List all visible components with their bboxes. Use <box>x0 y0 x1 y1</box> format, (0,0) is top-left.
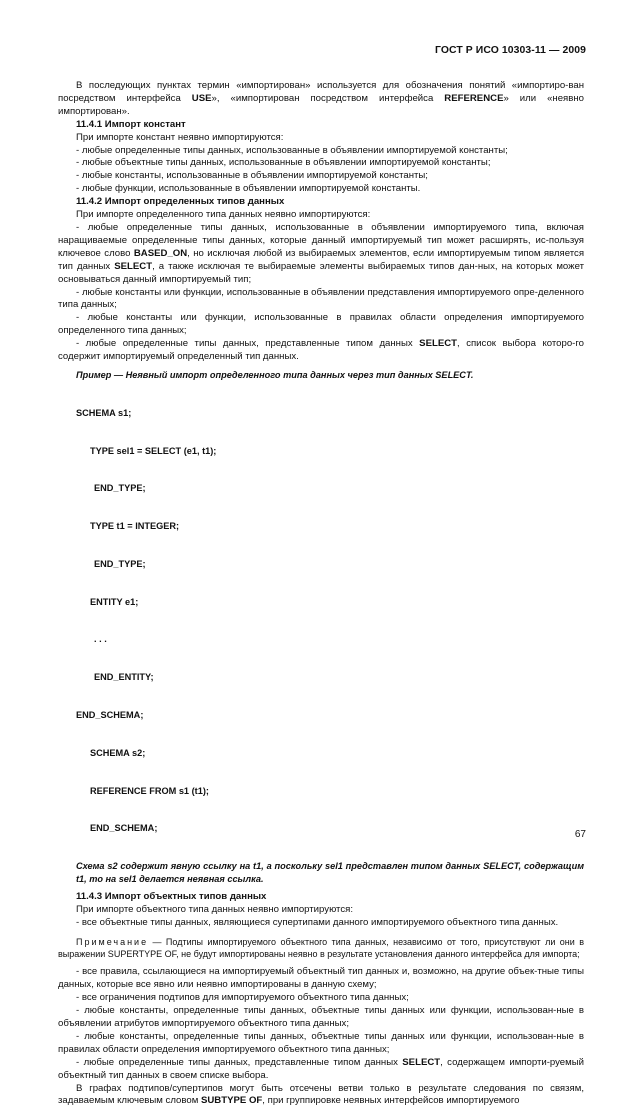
list-item: - любые константы или функции, использованные в объявлении представления импортируемого опре-деленного типа данных; <box>58 286 584 311</box>
code-line: REFERENCE FROM s1 (t1); <box>90 785 209 796</box>
list-item: - любые константы или функции, использованные в правилах области определения импортируемого определенного типа данных; <box>58 312 584 337</box>
paragraph: При импорте объектного типа данных неявно импортируются: <box>76 904 353 916</box>
list-item: - любые определенные типы данных, использованные в объявлении импортируемого типа, включая наращиваемые определенные типы данных, которые данный импортируемый тип может расширять, ис-пользуя ключевое слово BASED_ON, но исключая любой из выбираемых элементов, если импортируемым типом является тип данных SELECT, а также исключая те выбираемые элементы выбираемых типов дан-ных, на которых может основываться данный импортируемый тип; <box>58 221 585 285</box>
code-line: SCHEMA s2; <box>90 747 146 758</box>
code-line: TYPE sel1 = SELECT (e1, t1); <box>90 445 217 456</box>
paragraph: В графах подтипов/супертипов могут быть отсечены ветви только в результате следования по связям, задаваемым ключевым словом SUBTYPE OF, при группировке неявных интерфейсов импортируемого <box>58 1082 584 1107</box>
note-paragraph: Примечание — Подтипы импортируемого объектного типа данных, независимо от того, присутствуют ли они в выражении SUPERTYPE OF, не будут импортированы неявно в результате установления данного интерфейса для импорта; <box>58 937 584 960</box>
list-item: - любые функции, использованные в объявлении импортируемой константы. <box>76 183 421 195</box>
list-item: - любые константы, определенные типы данных, объектные типы данных или функции, использован-ные в объявлении атрибутов импортируемого объектного типа данных; <box>58 1005 584 1030</box>
list-item: - все объектные типы данных, являющиеся супертипами данного импортируемого объектного типа данных. <box>76 917 559 929</box>
code-line: END_ENTITY; <box>94 672 154 683</box>
list-item: - любые константы, использованные в объявлении импортируемой константы; <box>76 170 428 182</box>
code-line: END_TYPE; <box>94 483 146 494</box>
list-item: - любые определенные типы данных, представленные типом данных SELECT, список выбора которо-го содержит импортируемый определенный тип данных. <box>58 338 584 363</box>
code-line: . . . <box>94 634 107 645</box>
code-line: ENTITY e1; <box>90 596 139 607</box>
document-body <box>58 80 584 1108</box>
list-item: - любые объектные типы данных, использованные в объявлении импортируемой константы; <box>76 157 491 169</box>
list-item: - любые определенные типы данных, представленные типом данных SELECT, содержащем импорти-руемый объектный тип данных в своем списке выбора. <box>58 1056 584 1081</box>
example-caption: Пример — Неявный импорт определенного типа данных через тип данных SELECT. <box>76 369 474 380</box>
paragraph: При импорте констант неявно импортируются: <box>76 131 284 143</box>
code-line: TYPE t1 = INTEGER; <box>90 521 180 532</box>
note-label: Примечание <box>76 937 149 947</box>
section-heading-11-4-3: 11.4.3 Импорт объектных типов данных <box>76 891 267 903</box>
example-code <box>58 382 584 861</box>
code-line: SCHEMA s1; <box>76 407 132 418</box>
code-line: END_SCHEMA; <box>90 823 158 834</box>
code-line: END_TYPE; <box>94 558 146 569</box>
intro-paragraph: В последующих пунктах термин «импортирован» используется для обозначения понятий «импортиро-ван посредством интерфейса USE», «импортирован посредством интерфейса REFERENCE» или «неявно импортирован». <box>58 80 584 117</box>
section-heading-11-4-2: 11.4.2 Импорт определенных типов данных <box>76 196 285 208</box>
code-line: END_SCHEMA; <box>76 709 144 720</box>
paragraph: При импорте определенного типа данных неявно импортируются: <box>76 209 371 221</box>
section-heading-11-4-1: 11.4.1 Импорт констант <box>76 118 186 130</box>
list-item: - все ограничения подтипов для импортируемого объектного типа данных; <box>76 992 409 1004</box>
document-header: ГОСТ Р ИСО 10303-11 — 2009 <box>434 45 586 56</box>
list-item: - все правила, ссылающиеся на импортируемый объектный тип данных и, возможно, на другие объек-тные типы данных, которые все явно или неявно импортированы в данную схему; <box>58 966 584 991</box>
example-schema-note: Схема s2 содержит явную ссылку на t1, а поскольку sel1 представлен типом данных SELECT, содержащим t1, то на sel1 делается неявная ссылка. <box>76 861 584 884</box>
list-item: - любые константы, определенные типы данных, объектные типы данных или функции, использован-ные в правилах области определения импортируемого объектного типа данных; <box>58 1030 584 1055</box>
list-item: - любые определенные типы данных, использованные в объявлении импортируемой константы; <box>76 144 508 156</box>
page-number: 67 <box>574 829 586 840</box>
